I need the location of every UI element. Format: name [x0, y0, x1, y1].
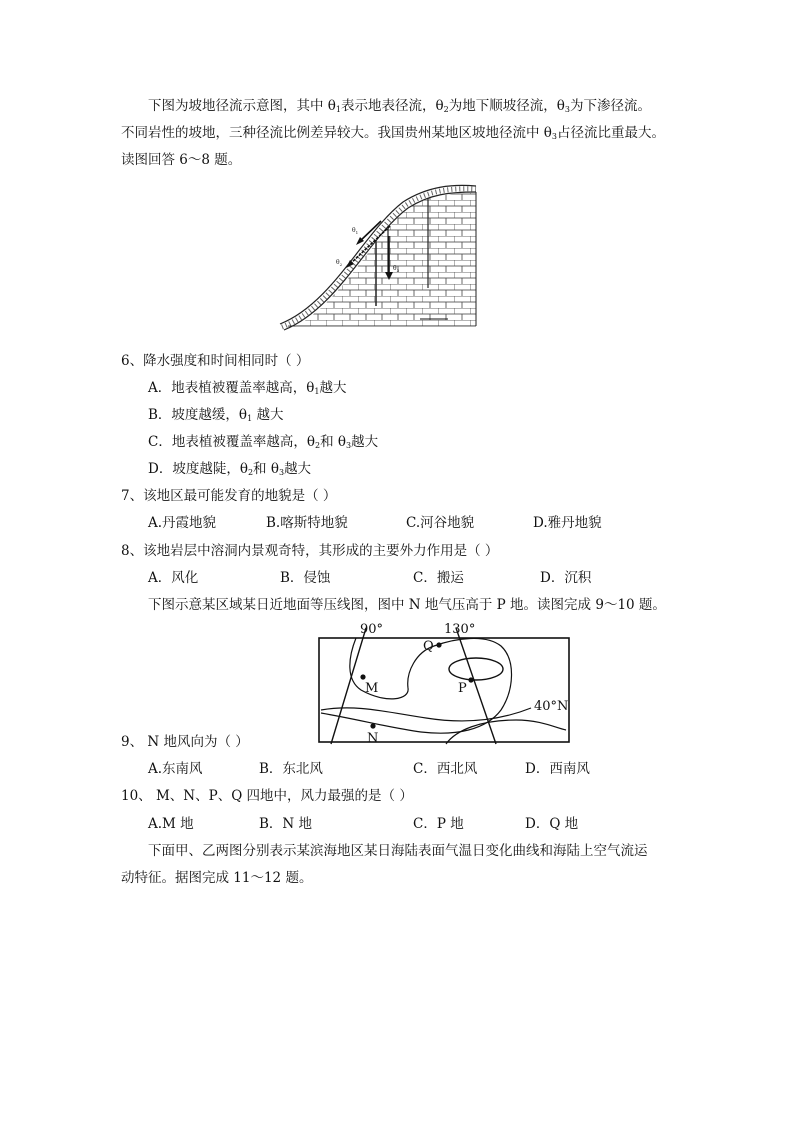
q7-stem: 7、该地区最可能发育的地貌是（ ）: [121, 488, 337, 504]
label-n: N: [367, 731, 379, 746]
q8-option-d: D．沉积: [540, 570, 592, 586]
q10-option-d: D．Q 地: [525, 816, 579, 832]
q7-option-d: D.雅丹地貌: [533, 515, 602, 531]
q8-option-a: A．风化: [148, 570, 199, 586]
point-n: [370, 723, 375, 728]
q6-option-d: D．坡度越陡，$\theta_2$和 $\theta_3$越大: [148, 461, 312, 477]
label-theta2: $\theta_2$: [336, 259, 343, 267]
slope-runoff-figure: [278, 188, 498, 338]
q10-option-c: C．P 地: [413, 816, 464, 832]
intro2-text: 下图示意某区域某日近地面等压线图，图中 N 地气压高于 P 地。读图完成 9～10 题。: [148, 597, 666, 613]
point-p: [468, 677, 473, 682]
label-q: Q: [423, 639, 434, 654]
intro1-line3: 读图回答 6～8 题。: [121, 152, 242, 168]
intro1-line2: 不同岩性的坡地，三种径流比例差异较大。我国贵州某地区坡地径流中 $\theta_3$占径流比重最大。: [121, 125, 666, 141]
q8-option-c: C．搬运: [413, 570, 464, 586]
q9-option-d: D．西南风: [525, 761, 590, 777]
label-p: P: [458, 681, 467, 696]
label-90: 90°: [360, 622, 384, 637]
label-theta1: $\theta_1$: [352, 227, 359, 235]
q9-option-c: C．西北风: [413, 761, 478, 777]
q8-stem: 8、该地岩层中溶洞内景观奇特，其形成的主要外力作用是（ ）: [121, 543, 499, 559]
q7-option-c: C.河谷地貌: [406, 515, 475, 531]
q6-option-a: A．地表植被覆盖率越高，$\theta_1$越大: [148, 380, 347, 396]
intro1-line1: 下图为坡地径流示意图，其中 $\theta_1$表示地表径流，$\theta_2$为地下顺坡径流，$\theta_3$为下渗径流。: [148, 98, 651, 114]
q10-option-b: B．N 地: [259, 816, 313, 832]
label-theta3: $\theta_3$: [393, 265, 400, 273]
q10-option-a: A.M 地: [148, 816, 194, 832]
q10-stem: 10、 M、N、P、Q 四地中，风力最强的是（ ）: [121, 788, 413, 804]
q8-option-b: B．侵蚀: [280, 570, 331, 586]
q6-option-b: B．坡度越缓，$\theta_1$ 越大: [148, 407, 284, 423]
q9-option-b: B．东北风: [259, 761, 323, 777]
isobar-map-figure: [316, 620, 576, 744]
point-q: [436, 642, 441, 647]
label-40n: 40°N: [534, 699, 569, 714]
q9-option-a: A.东南风: [148, 761, 203, 777]
label-m: M: [365, 681, 379, 696]
point-m: [360, 674, 365, 679]
intro3-line2: 动特征。据图完成 11～12 题。: [121, 870, 313, 886]
q6-option-c: C．地表植被覆盖率越高，$\theta_2$和 $\theta_3$越大: [148, 434, 379, 450]
intro3-line1: 下面甲、乙两图分别表示某滨海地区某日海陆表面气温日变化曲线和海陆上空气流运: [148, 843, 648, 859]
q9-stem: 9、 N 地风向为（ ）: [121, 734, 249, 750]
q7-option-b: B.喀斯特地貌: [266, 515, 348, 531]
q6-stem: 6、降水强度和时间相同时（ ）: [121, 353, 310, 369]
label-130: 130°: [444, 622, 476, 637]
q7-option-a: A.丹霞地貌: [148, 515, 217, 531]
